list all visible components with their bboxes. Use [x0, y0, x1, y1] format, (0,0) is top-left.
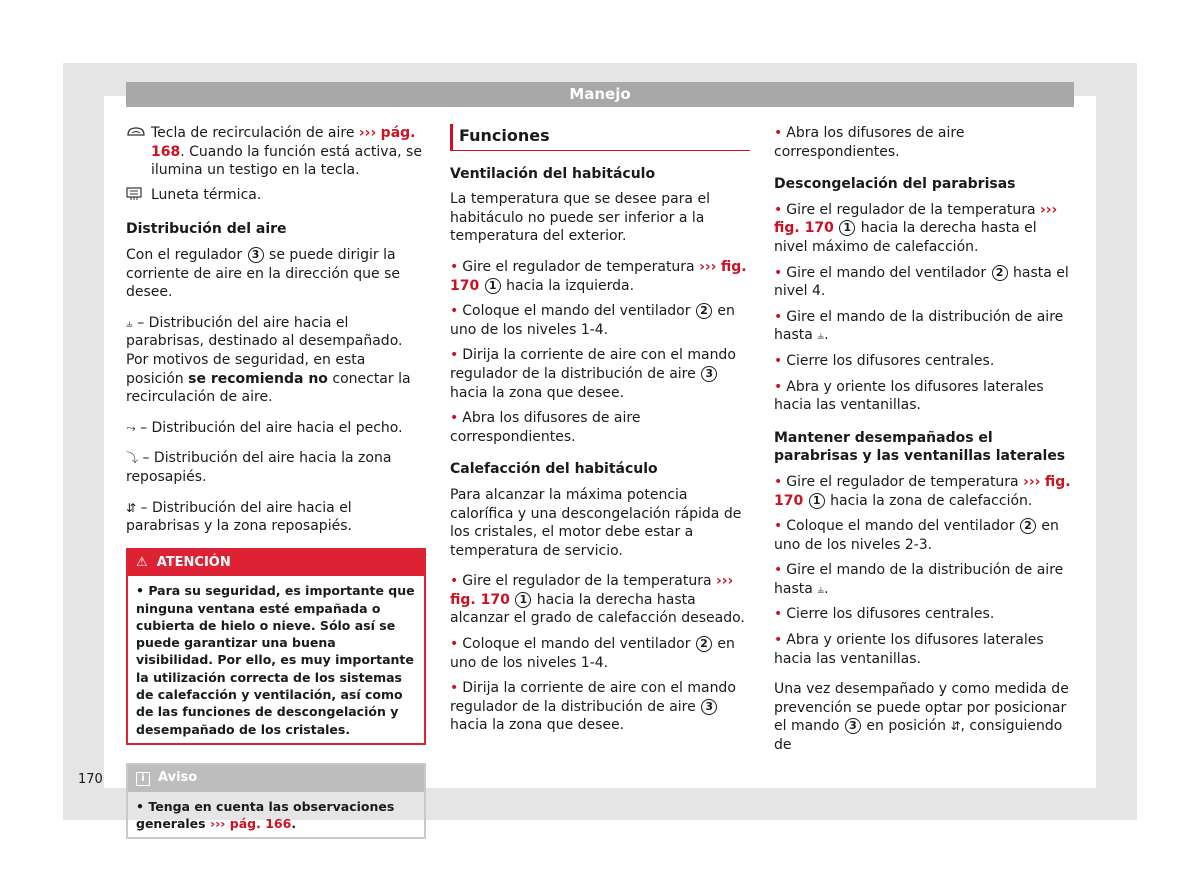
mant-title: Mantener desempañados el parabrisas y las ventanillas laterales	[774, 429, 1066, 465]
dist-windshield-feet: ⇵ – Distribución del aire hacia el parabrisas y la zona reposapiés.	[126, 499, 352, 535]
desc-step-5: • Abra y oriente los difusores laterales hacia las ventanillas.	[774, 378, 1074, 415]
cal-step-2: • Coloque el mando del ventilador 2 en uno de los niveles 1-4.	[450, 635, 750, 672]
fig-link[interactable]: fig. 170	[774, 220, 834, 237]
dist-chest: ⤳ – Distribución del aire hacia el pecho.	[126, 419, 403, 436]
recirc-text: Tecla de recirculación de aire	[151, 125, 355, 141]
note-page-link[interactable]: pág. 166	[229, 815, 292, 831]
footwell-airflow-icon: ⤵	[126, 451, 139, 466]
warning-header	[128, 550, 424, 577]
callout-1: 1	[515, 592, 531, 608]
ref-arrows: ›››	[209, 815, 226, 831]
cal-step-3: • Dirija la corriente de aire con el mando regulador de la distribución de aire 3 hacia la zona que desee.	[450, 679, 750, 735]
callout-1: 1	[839, 220, 855, 236]
windshield-airflow-icon: ⫨	[817, 328, 825, 343]
callout-3: 3	[701, 699, 717, 715]
dist-intro: Con el regulador 3 se puede dirigir la corriente de aire en la dirección que se desee.	[126, 246, 400, 301]
column-middle	[450, 124, 750, 742]
open-vents-step: • Abra los difusores de aire correspondientes.	[774, 124, 1074, 161]
warning-triangle-icon: ⚠	[136, 554, 148, 570]
page-header: Manejo	[126, 82, 1074, 107]
desc-step-2: • Gire el mando del ventilador 2 hasta el nivel 4.	[774, 264, 1074, 301]
cal-step-1: • Gire el regulador de la temperatura ››› fig. 170 1 hacia la derecha hasta alcanzar el grado de calefacción deseado.	[450, 572, 750, 628]
dist-title: Distribución del aire	[126, 221, 287, 238]
note-box	[126, 763, 426, 839]
callout-1: 1	[485, 278, 501, 294]
warning-box	[126, 548, 426, 745]
callout-3: 3	[701, 366, 717, 382]
mant-step-3: • Gire el mando de la distribución de aire hasta ⫨.	[774, 561, 1074, 598]
desc-step-3: • Gire el mando de la distribución de aire hasta ⫨.	[774, 308, 1074, 345]
rear-defrost-item	[126, 186, 426, 207]
cal-intro: Para alcanzar la máxima potencia calorífica y una descongelación rápida de los cristales, el motor debe estar a temperatura de servicio.	[450, 486, 742, 559]
windshield-airflow-icon: ⫨	[817, 581, 825, 596]
column-left	[126, 124, 426, 839]
warning-text: • Para su seguridad, es importante que ninguna ventana esté empañada o cubierta de hielo o nieve. Sólo así se puede garantizar una buena visibilidad. Por ello, es muy importante la utilización correcta de los sistemas de calefacción y ventilación, así como de las funciones de descongelación y desempañado de los cristales.	[128, 576, 424, 743]
mant-step-4: • Cierre los difusores centrales.	[774, 605, 1074, 624]
desc-step-4: • Cierre los difusores centrales.	[774, 352, 1074, 371]
fig-link[interactable]: fig. 170	[450, 591, 510, 608]
callout-2: 2	[696, 636, 712, 652]
cal-title: Calefacción del habitáculo	[450, 461, 658, 478]
note-title: Aviso	[158, 769, 198, 785]
recirculation-item	[126, 124, 426, 180]
final-paragraph: Una vez desempañado y como medida de prevención se puede optar por posicionar el mando 3 en posición ⇵, consiguiendo de	[774, 681, 1069, 754]
vent-step-3: • Dirija la corriente de aire con el mando regulador de la distribución de aire 3 hacia la zona que desee.	[450, 346, 750, 402]
dist-feet: ⤵ – Distribución del aire hacia la zona reposapiés.	[126, 450, 392, 485]
mant-step-2: • Coloque el mando del ventilador 2 en uno de los niveles 2-3.	[774, 517, 1074, 554]
vent-intro: La temperatura que se desee para el habitáculo no puede ser inferior a la temperatura del exterior.	[450, 191, 710, 245]
vent-step-2: • Coloque el mando del ventilador 2 en uno de los niveles 1-4.	[450, 302, 750, 339]
windshield-airflow-icon: ⫨	[126, 315, 133, 330]
column-right	[774, 124, 1074, 762]
rear-defrost-icon	[126, 186, 151, 207]
fig-link[interactable]: fig. 170	[450, 258, 747, 294]
callout-1: 1	[809, 493, 825, 509]
info-icon: i	[136, 772, 150, 786]
callout-3: 3	[845, 718, 861, 734]
fig-link[interactable]: fig. 170	[774, 473, 1071, 509]
warning-title: ATENCIÓN	[156, 554, 231, 570]
vent-step-4: • Abra los difusores de aire correspondientes.	[450, 409, 750, 446]
dist-windshield: ⫨ – Distribución del aire hacia el parabrisas, destinado al desempañado. Por motivos de seguridad, en esta posición se recomienda no conectar la recirculación de aire.	[126, 314, 411, 406]
note-text: • Tenga en cuenta las observaciones generales ››› pág. 166.	[136, 798, 395, 831]
desc-step-1: • Gire el regulador de la temperatura ››› fig. 170 1 hacia la derecha hasta el nivel máximo de calefacción.	[774, 201, 1074, 257]
windshield-footwell-airflow-icon: ⇵	[950, 719, 961, 734]
recirculation-icon	[126, 124, 151, 180]
callout-3: 3	[248, 247, 264, 263]
mant-step-1: • Gire el regulador de temperatura ››› fig. 170 1 hacia la zona de calefacción.	[774, 473, 1074, 510]
recirc-tail: . Cuando la función está activa, se ilumina un testigo en la tecla.	[151, 143, 422, 179]
recirc-page-link[interactable]: pág. 168	[151, 125, 416, 160]
page-number: 170	[78, 772, 103, 787]
ref-arrows: ›››	[358, 125, 377, 141]
callout-2: 2	[1020, 518, 1036, 534]
windshield-footwell-airflow-icon: ⇵	[126, 500, 137, 515]
section-title: Funciones	[450, 124, 750, 151]
rear-defrost-text: Luneta térmica.	[151, 186, 262, 203]
vent-title: Ventilación del habitáculo	[450, 165, 656, 182]
chest-airflow-icon: ⤳	[126, 420, 136, 435]
mant-step-5: • Abra y oriente los difusores laterales hacia las ventanillas.	[774, 631, 1074, 668]
vent-step-1: • Gire el regulador de temperatura ››› fig. 170 1 hacia la izquierda.	[450, 258, 750, 295]
note-header	[128, 765, 424, 792]
callout-2: 2	[696, 303, 712, 319]
callout-2: 2	[992, 265, 1008, 281]
desc-title: Descongelación del parabrisas	[774, 176, 1016, 193]
